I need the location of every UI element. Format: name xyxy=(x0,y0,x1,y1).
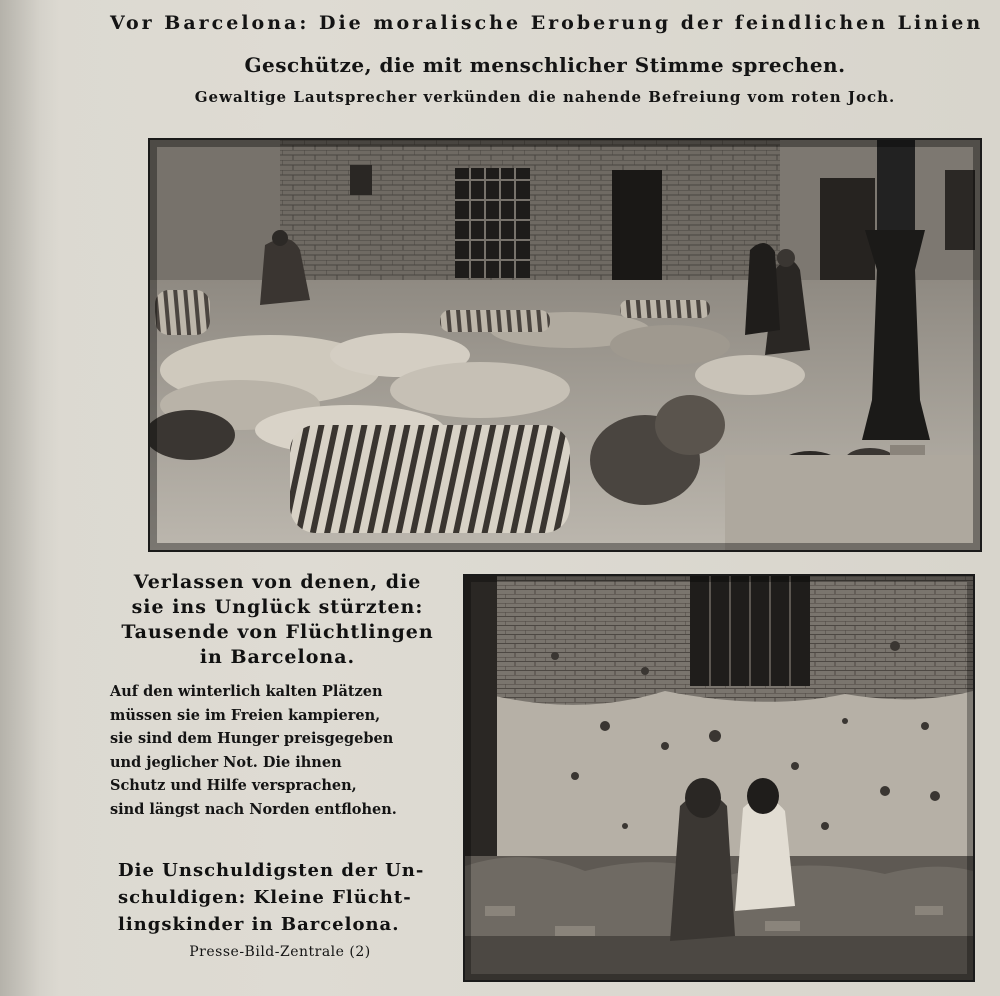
children-image xyxy=(465,576,973,980)
sub-subheadline: Gewaltige Lautsprecher verkünden die nahende Befreiung vom roten Joch. xyxy=(194,88,896,106)
caption-text-line: Auf den winterlich kalten Plätzen xyxy=(110,683,383,700)
photo-credit: Presse-Bild-Zentrale (2) xyxy=(189,944,371,960)
refugee-camp-image xyxy=(150,140,980,550)
caption-line: lingskinder in Barcelona. xyxy=(118,914,400,935)
caption-text-line: sie sind dem Hunger preisgegeben xyxy=(110,730,394,747)
headline: Vor Barcelona: Die moralische Eroberung der feindlichen Linien xyxy=(110,12,984,34)
caption-refugees-text xyxy=(110,680,435,821)
caption-text-line: Schutz und Hilfe versprachen, xyxy=(110,777,357,794)
caption-line: Tausende von Flüchtlingen xyxy=(121,621,434,643)
caption-line: sie ins Unglück stürzten: xyxy=(131,596,424,618)
subheadline: Geschütze, die mit menschlicher Stimme sprechen. xyxy=(244,53,846,77)
caption-line: Die Unschuldigsten der Un- xyxy=(118,860,425,881)
caption-line: schuldigen: Kleine Flücht- xyxy=(118,887,412,908)
caption-text-line: sind längst nach Norden entflohen. xyxy=(110,800,397,818)
refugee-camp-photo xyxy=(148,138,982,552)
caption-text-line: müssen sie im Freien kampieren, xyxy=(110,706,381,724)
caption-line: in Barcelona. xyxy=(199,646,356,668)
caption-text-line: und jeglicher Not. Die ihnen xyxy=(110,753,342,771)
caption-line: Verlassen von denen, die xyxy=(133,571,422,593)
caption-refugees-title xyxy=(110,570,445,670)
caption-children-title xyxy=(118,857,433,938)
children-photo xyxy=(463,574,975,982)
